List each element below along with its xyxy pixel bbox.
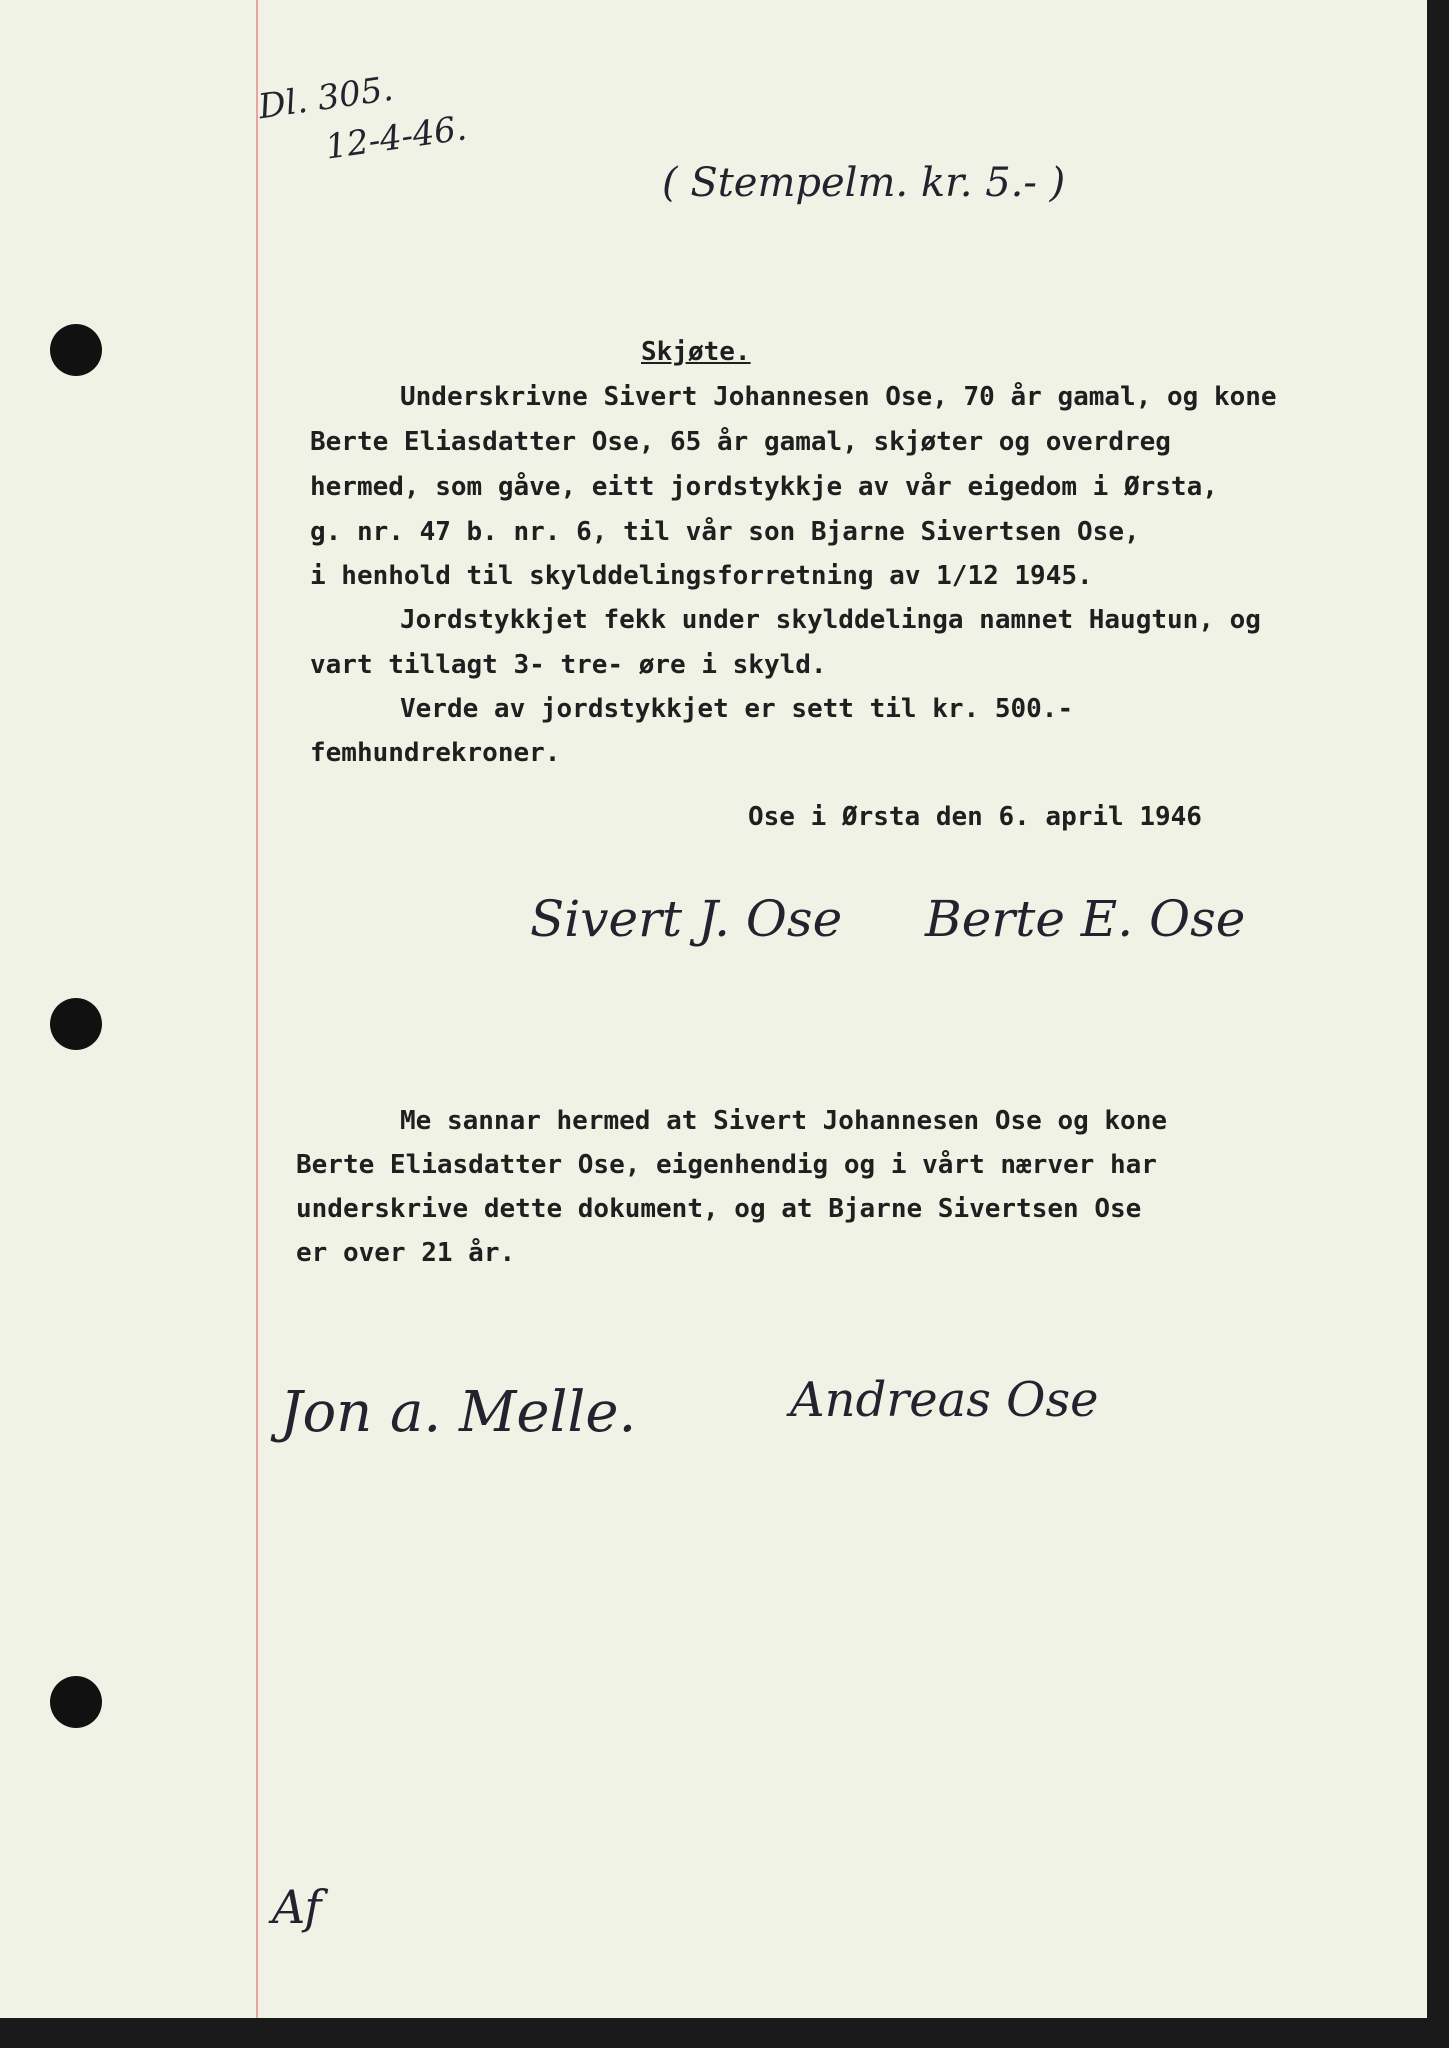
stamp-duty-note: ( Stempelm. kr. 5.- ) xyxy=(662,160,1066,206)
deed-title: Skjøte. xyxy=(641,337,751,367)
punch-hole xyxy=(50,998,102,1050)
deed-line: Jordstykkjet fekk under skylddelinga namnet Haugtun, og xyxy=(400,605,1261,635)
attestation-line: Berte Eliasdatter Ose, eigenhendig og i vårt nærver har xyxy=(296,1150,1157,1180)
punch-hole xyxy=(50,324,102,376)
deed-line: Verde av jordstykkjet er sett til kr. 500.- xyxy=(400,694,1074,724)
deed-line: vart tillagt 3- tre- øre i skyld. xyxy=(310,650,827,680)
place-date: Ose i Ørsta den 6. april 1946 xyxy=(748,802,1202,832)
scan-edge-bottom xyxy=(0,2018,1449,2048)
deed-line: Berte Eliasdatter Ose, 65 år gamal, skjøter og overdreg xyxy=(310,427,1171,457)
signature-berte: Berte E. Ose xyxy=(925,890,1246,948)
signature-witness-jon: Jon a. Melle. xyxy=(280,1380,637,1445)
attestation-line: er over 21 år. xyxy=(296,1238,516,1268)
punch-hole xyxy=(50,1676,102,1728)
attestation-line: underskrive dette dokument, og at Bjarne Sivertsen Ose xyxy=(296,1194,1142,1224)
deed-line: g. nr. 47 b. nr. 6, til vår son Bjarne Sivertsen Ose, xyxy=(310,517,1140,547)
reference-number: Dl. 305. xyxy=(255,68,396,128)
deed-line: Underskrivne Sivert Johannesen Ose, 70 år gamal, og kone xyxy=(400,382,1277,412)
deed-line: femhundrekroner. xyxy=(310,738,561,768)
signature-sivert: Sivert J. Ose xyxy=(530,890,843,948)
attestation-line: Me sannar hermed at Sivert Johannesen Ose og kone xyxy=(400,1106,1168,1136)
footer-initials: Af xyxy=(272,1880,322,1934)
signature-witness-andreas: Andreas Ose xyxy=(790,1372,1099,1428)
margin-rule xyxy=(256,0,258,2020)
reference-date: 12-4-46. xyxy=(322,108,470,168)
deed-line: i henhold til skylddelingsforretning av 1/12 1945. xyxy=(310,561,1093,591)
scan-edge-right xyxy=(1427,0,1449,2048)
deed-line: hermed, som gåve, eitt jordstykkje av vår eigedom i Ørsta, xyxy=(310,472,1218,502)
